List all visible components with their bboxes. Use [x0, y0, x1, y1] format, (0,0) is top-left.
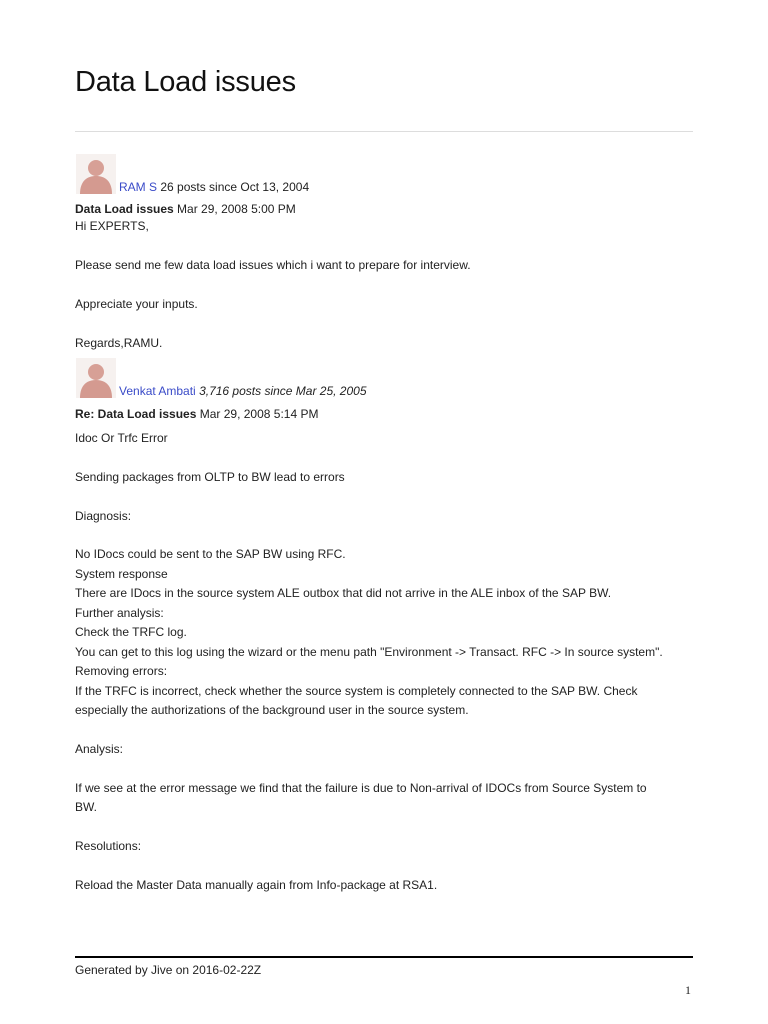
author-post-count: 26 posts since Oct 13, 2004 — [160, 180, 310, 194]
footer-generated: Generated by Jive on 2016-02-22Z — [75, 963, 262, 977]
post-date: Mar 29, 2008 5:14 PM — [199, 407, 319, 421]
author-link[interactable]: Venkat Ambati — [119, 384, 196, 398]
post-body-line: Appreciate your inputs. — [75, 297, 198, 311]
post-author-line — [119, 180, 309, 195]
author-link[interactable]: RAM S — [119, 180, 158, 194]
post-body-line: Please send me few data load issues which i want to prepare for interview. — [75, 258, 471, 272]
post-body-line: Regards,RAMU. — [75, 336, 163, 350]
post-body-line: System response — [75, 567, 168, 581]
page-number: 1 — [685, 983, 691, 997]
post-body-line: Diagnosis: — [75, 509, 132, 523]
post-body-line: Further analysis: — [75, 606, 164, 620]
post-body-line: Sending packages from OLTP to BW lead to errors — [75, 470, 345, 484]
post-header — [75, 202, 296, 217]
post-subject: Data Load issues — [75, 202, 174, 216]
post-body-line: BW. — [75, 800, 98, 814]
post-body-line: Reload the Master Data manually again from Info-package at RSA1. — [75, 878, 438, 892]
user-avatar-icon[interactable] — [76, 154, 116, 194]
post-body-line: Removing errors: — [75, 664, 168, 678]
post-author-line — [119, 384, 367, 399]
post-body-line: If we see at the error message we find that the failure is due to Non-arrival of IDOCs from Source System to — [75, 781, 647, 795]
post-header — [75, 407, 318, 422]
post-body-line: No IDocs could be sent to the SAP BW using RFC. — [75, 547, 346, 561]
post-body-line: Analysis: — [75, 742, 124, 756]
post-body-line: especially the authorizations of the background user in the source system. — [75, 703, 469, 717]
post-body-line: Hi EXPERTS, — [75, 219, 149, 233]
post-subject: Re: Data Load issues — [75, 407, 197, 421]
post-body-line: There are IDocs in the source system ALE outbox that did not arrive in the ALE inbox of the SAP BW. — [75, 586, 612, 600]
post-date: Mar 29, 2008 5:00 PM — [177, 202, 296, 216]
footer-divider — [75, 956, 693, 958]
page-title: Data Load issues — [75, 66, 296, 98]
post-body-line: Check the TRFC log. — [75, 625, 187, 639]
post-body-line: Idoc Or Trfc Error — [75, 431, 168, 445]
post-body-line: You can get to this log using the wizard or the menu path "Environment -> Transact. RFC -> In source system". — [75, 645, 663, 659]
post-body-line: Resolutions: — [75, 839, 142, 853]
post-body-line: If the TRFC is incorrect, check whether the source system is completely connected to the SAP BW. Check — [75, 684, 638, 698]
title-divider — [75, 131, 693, 132]
author-post-count: 3,716 posts since Mar 25, 2005 — [199, 384, 367, 398]
user-avatar-icon[interactable] — [76, 358, 116, 398]
